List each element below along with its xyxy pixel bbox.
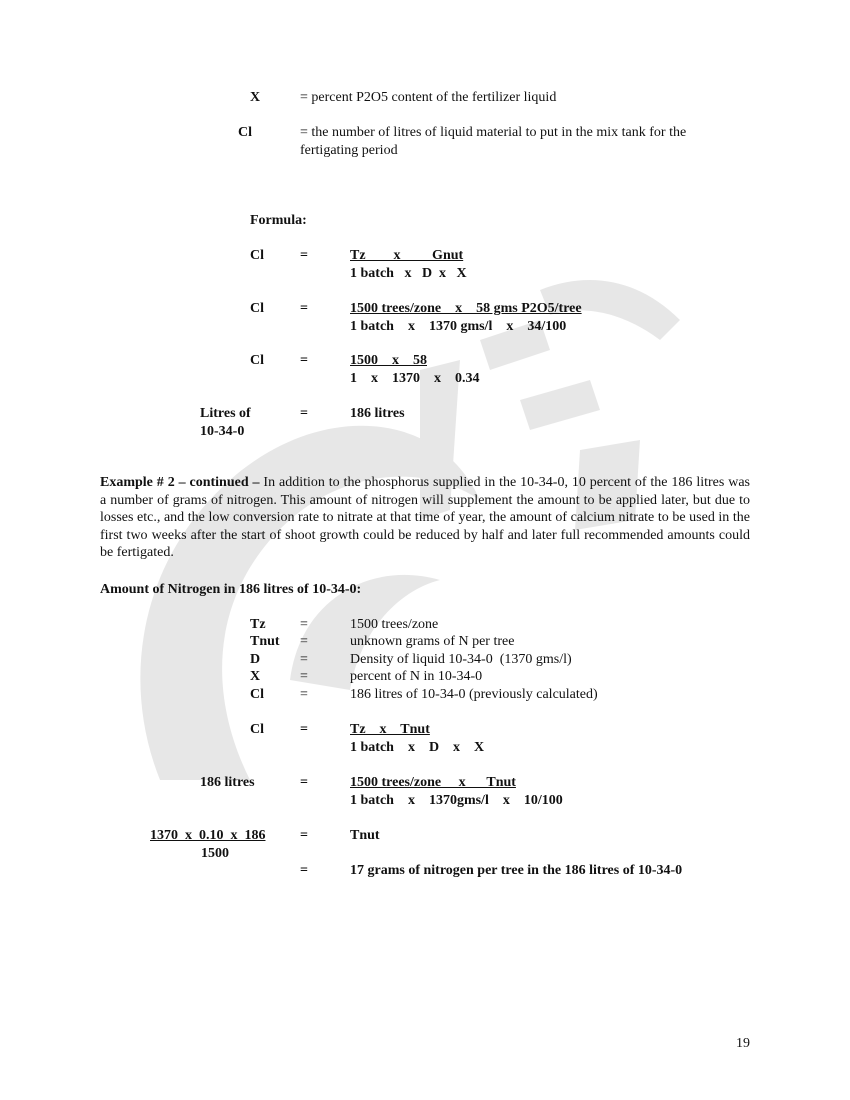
- def-cl-term: Cl: [238, 125, 252, 140]
- equals-sign: =: [300, 406, 308, 421]
- formula-lhs: Cl: [250, 248, 264, 263]
- variable-term: X: [250, 669, 261, 684]
- variable-desc: Density of liquid 10-34-0 (1370 gms/l): [350, 652, 572, 667]
- variable-desc: 1500 trees/zone: [350, 617, 439, 632]
- equals-sign: =: [300, 634, 308, 649]
- variable-desc: percent of N in 10-34-0: [350, 669, 483, 684]
- formula-numerator: 1500 trees/zone x Tnut: [350, 775, 516, 790]
- equals-sign: =: [300, 775, 308, 790]
- equals-sign: =: [300, 669, 308, 684]
- equals-sign: =: [300, 617, 308, 632]
- formula-lhs: Cl: [250, 301, 264, 316]
- nitrogen-result: 17 grams of nitrogen per tree in the 186 litres of 10-34-0: [350, 863, 683, 878]
- equals-sign: =: [300, 828, 308, 843]
- formula-denominator: 1 batch x D x X: [350, 266, 467, 281]
- solve-denominator: 1500: [201, 846, 229, 861]
- equals-sign: =: [300, 722, 308, 737]
- example-heading: Example # 2 – continued –: [100, 475, 260, 490]
- formula-numerator: Tz x Tnut: [350, 722, 430, 737]
- variable-term: D: [250, 652, 261, 667]
- formula-lhs: Cl: [250, 353, 264, 368]
- formula-denominator: 1 batch x D x X: [350, 740, 485, 755]
- litres-value: 186 litres: [350, 406, 405, 421]
- solve-value: Tnut: [350, 828, 380, 843]
- def-cl-desc-line2: fertigating period: [300, 143, 398, 158]
- variable-term: Tnut: [250, 634, 280, 649]
- formula-numerator: Tz x Gnut: [350, 248, 464, 263]
- equals-sign: =: [300, 687, 308, 702]
- formula-lhs: Cl: [250, 722, 264, 737]
- equals-sign: =: [300, 652, 308, 667]
- variable-desc: 186 litres of 10-34-0 (previously calculated): [350, 687, 598, 702]
- def-x-desc: = percent P2O5 content of the fertilizer liquid: [300, 90, 557, 105]
- def-cl-desc-line1: = the number of litres of liquid material to put in the mix tank for the: [300, 125, 687, 140]
- formula-denominator: 1 x 1370 x 0.34: [350, 371, 480, 386]
- variable-term: Tz: [250, 617, 266, 632]
- def-x-term: X: [250, 90, 261, 105]
- formula-heading: Formula:: [250, 213, 307, 228]
- formula-lhs: 186 litres: [200, 775, 255, 790]
- formula-denominator: 1 batch x 1370gms/l x 10/100: [350, 793, 563, 808]
- equals-sign: =: [300, 353, 308, 368]
- formula-denominator: 1 batch x 1370 gms/l x 34/100: [350, 319, 567, 334]
- example-body: In addition to the phosphorus supplied in the 10-34-0, 10 percent of the 186 litres was a number of grams of nitrogen. This amount of nitrogen will supplement the amount to be applied later, but due to losses etc., and the low conversion rate to nitrate at that time of year, the amount of calcium nitrate to be used in the first two weeks after the start of shoot growth could be reduced by half and later full recommended amounts could be fertigated.: [100, 475, 750, 560]
- formula-numerator: 1500 x 58: [350, 353, 427, 368]
- litres-lhs-line2: 10-34-0: [200, 424, 245, 439]
- equals-sign: =: [300, 248, 308, 263]
- litres-lhs-line1: Litres of: [200, 406, 251, 421]
- example-paragraph: [100, 474, 750, 562]
- nitrogen-heading: Amount of Nitrogen in 186 litres of 10-34-0:: [100, 582, 362, 597]
- variable-desc: unknown grams of N per tree: [350, 634, 515, 649]
- variable-term: Cl: [250, 687, 264, 702]
- formula-numerator: 1500 trees/zone x 58 gms P2O5/tree: [350, 301, 582, 316]
- equals-sign: =: [300, 863, 308, 878]
- equals-sign: =: [300, 301, 308, 316]
- page-number: 19: [736, 1036, 750, 1051]
- solve-numerator: 1370 x 0.10 x 186: [150, 828, 266, 843]
